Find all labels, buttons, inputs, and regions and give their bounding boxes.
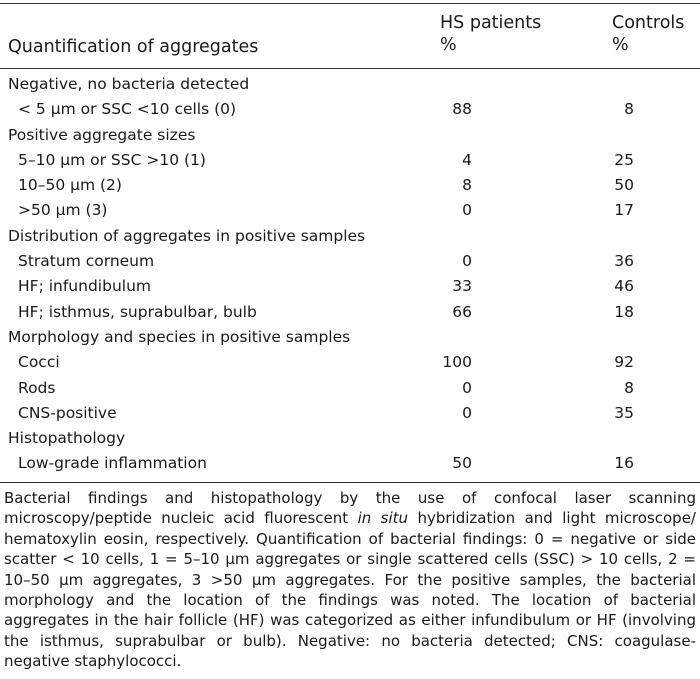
table-header-rule <box>0 68 700 69</box>
section-heading: Distribution of aggregates in positive samples <box>8 226 366 245</box>
table-row <box>0 274 700 299</box>
table-row <box>0 224 700 249</box>
section-heading: Morphology and species in positive samples <box>8 327 351 346</box>
controls-value: 35 <box>614 403 634 422</box>
row-label: 5–10 µm or SSC >10 (1) <box>18 150 206 169</box>
table-row <box>0 249 700 274</box>
table-footnote <box>4 488 696 672</box>
row-label: Stratum corneum <box>18 252 155 271</box>
hs-patients-value: 88 <box>452 100 472 119</box>
table-top-rule <box>0 3 700 4</box>
table-row <box>0 173 700 198</box>
row-label: Rods <box>18 378 56 397</box>
hs-patients-value: 0 <box>462 403 472 422</box>
hs-patients-value: 0 <box>462 201 472 220</box>
row-label: HF; infundibulum <box>18 277 151 296</box>
hs-patients-value: 100 <box>442 353 472 372</box>
row-label: CNS-positive <box>18 403 117 422</box>
row-label: 10–50 µm (2) <box>18 176 122 195</box>
hs-patients-value: 4 <box>462 150 472 169</box>
hs-patients-value: 8 <box>462 176 472 195</box>
row-label: Cocci <box>18 353 60 372</box>
table-row <box>0 198 700 223</box>
header-hs-patients-unit: % <box>440 35 457 55</box>
table-row <box>0 123 700 148</box>
header-hs-patients <box>440 12 541 56</box>
table-bottom-rule <box>0 482 700 483</box>
header-quantification: Quantification of aggregates <box>8 37 259 57</box>
section-heading: Negative, no bacteria detected <box>8 75 250 93</box>
table-row <box>0 401 700 426</box>
footnote-text-1: Bacterial findings and histopathology by the use of confocal laser scanning microscopy/peptide nucleic acid fluorescent <box>4 489 696 528</box>
controls-value: 36 <box>614 252 634 271</box>
row-label: < 5 µm or SSC <10 cells (0) <box>18 100 237 119</box>
hs-patients-value: 0 <box>462 378 472 397</box>
header-controls-unit: % <box>612 35 629 55</box>
controls-value: 8 <box>624 100 634 119</box>
table-row <box>0 300 700 325</box>
controls-value: 25 <box>614 150 634 169</box>
table-row <box>0 148 700 173</box>
hs-patients-value: 50 <box>452 454 472 473</box>
row-label: >50 µm (3) <box>18 201 108 220</box>
controls-value: 50 <box>614 176 634 195</box>
hs-patients-value: 0 <box>462 252 472 271</box>
section-heading: Positive aggregate sizes <box>8 125 196 144</box>
row-label: HF; isthmus, suprabulbar, bulb <box>18 302 257 321</box>
table-row <box>0 97 700 122</box>
table-row <box>0 451 700 476</box>
table-body <box>0 72 700 477</box>
table-row <box>0 426 700 451</box>
header-controls-name: Controls <box>612 13 685 33</box>
hs-patients-value: 66 <box>452 302 472 321</box>
table-row <box>0 376 700 401</box>
footnote-italic: in situ <box>357 509 409 528</box>
table-row <box>0 350 700 375</box>
header-controls <box>612 12 684 56</box>
controls-value: 18 <box>614 302 634 321</box>
footnote-text-2: hybridization and light microscope/ hematoxylin eosin, respectively. Quantification of bacterial findings: 0 = negative or side scatter < 10 cells, 1 = 5–10 µm aggregates or single scattered cells (SSC) > 10 cells, 2 = 10–50 µm aggregates, 3 >50 µm aggregates. For the positive samples, the bacterial morphology and the location of the findings was noted. The location of bacterial aggregates in the hair follicle (HF) was categorized as either infundibulum or HF (involving the isthmus, suprabulbar or bulb). Negative: no bacteria detected; CNS: coagulase-negative staphylococci. <box>4 509 696 671</box>
controls-value: 92 <box>614 353 634 372</box>
hs-patients-value: 33 <box>452 277 472 296</box>
section-heading: Histopathology <box>8 429 126 448</box>
row-label: Low-grade inflammation <box>18 454 207 473</box>
controls-value: 8 <box>624 378 634 397</box>
controls-value: 16 <box>614 454 634 473</box>
controls-value: 46 <box>614 277 634 296</box>
controls-value: 17 <box>614 201 634 220</box>
table-row <box>0 325 700 350</box>
table-row <box>0 72 700 97</box>
header-hs-patients-name: HS patients <box>440 13 542 33</box>
